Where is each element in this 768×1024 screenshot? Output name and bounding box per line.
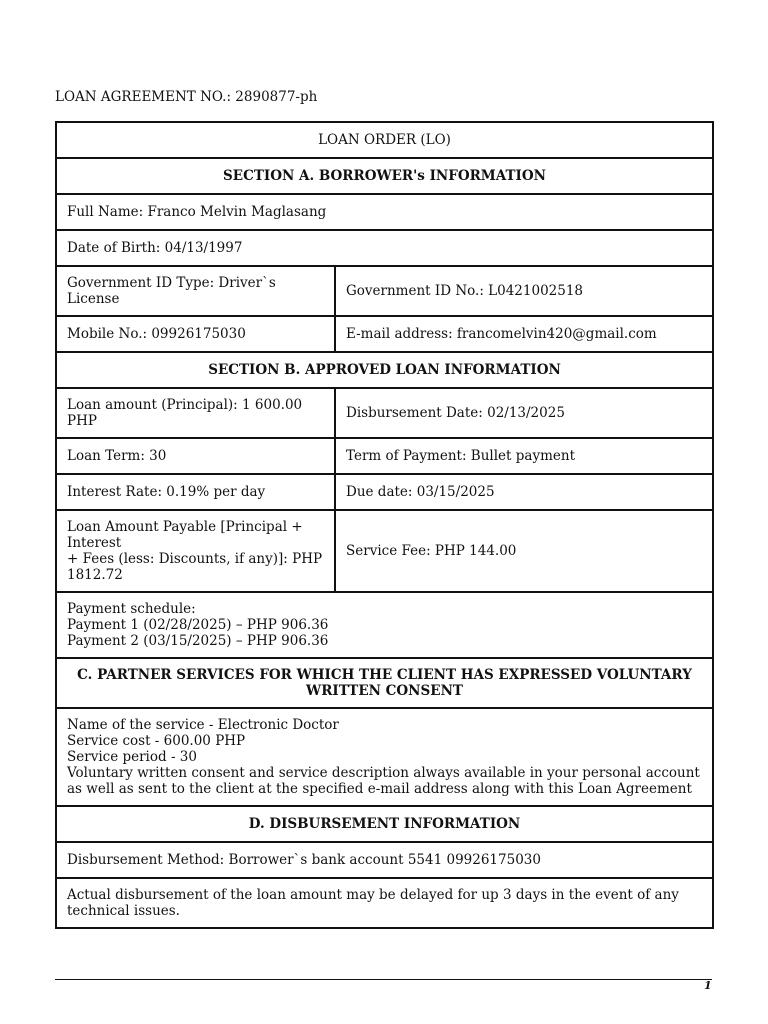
email-address: E-mail address: francomelvin420@gmail.com <box>335 316 713 352</box>
table-row <box>56 878 713 928</box>
loan-term: Loan Term: 30 <box>56 438 335 474</box>
agreement-number: LOAN AGREEMENT NO.: 2890877-ph <box>55 89 318 105</box>
payment-schedule: Payment schedule: Payment 1 (02/28/2025) – PHP 906.36 Payment 2 (03/15/2025) – PHP 906.36 <box>56 592 713 658</box>
loan-amount: Loan amount (Principal): 1 600.00 PHP <box>56 388 335 438</box>
service-fee: Service Fee: PHP 144.00 <box>335 510 713 592</box>
table-row <box>56 806 713 842</box>
term-of-payment: Term of Payment: Bullet payment <box>335 438 713 474</box>
full-name: Full Name: Franco Melvin Maglasang <box>56 194 713 230</box>
disbursement-date: Disbursement Date: 02/13/2025 <box>335 388 713 438</box>
table-row <box>56 122 713 158</box>
interest-rate: Interest Rate: 0.19% per day <box>56 474 335 510</box>
section-a-heading: SECTION A. BORROWER's INFORMATION <box>56 158 713 194</box>
table-row <box>56 842 713 878</box>
table-row <box>56 388 713 438</box>
due-date: Due date: 03/15/2025 <box>335 474 713 510</box>
table-row <box>56 658 713 708</box>
gov-id-number: Government ID No.: L0421002518 <box>335 266 713 316</box>
disbursement-delay-note: Actual disbursement of the loan amount may be delayed for up 3 days in the event of any technical issues. <box>56 878 713 928</box>
partner-service-details: Name of the service - Electronic Doctor Service cost - 600.00 PHP Service period - 30 Voluntary written consent and service description always available in your personal account as well as sent to the client at the specified e-mail address along with this Loan Agreement <box>56 708 713 806</box>
table-row <box>56 510 713 592</box>
section-b-heading: SECTION B. APPROVED LOAN INFORMATION <box>56 352 713 388</box>
table-row <box>56 230 713 266</box>
page-number: 1 <box>704 979 712 992</box>
table-row <box>56 708 713 806</box>
section-c-heading: C. PARTNER SERVICES FOR WHICH THE CLIENT HAS EXPRESSED VOLUNTARY WRITTEN CONSENT <box>56 658 713 708</box>
table-row <box>56 474 713 510</box>
loan-order-title: LOAN ORDER (LO) <box>56 122 713 158</box>
table-row <box>56 158 713 194</box>
table-row <box>56 194 713 230</box>
footer-divider <box>55 979 712 980</box>
date-of-birth: Date of Birth: 04/13/1997 <box>56 230 713 266</box>
loan-amount-payable: Loan Amount Payable [Principal + Interest + Fees (less: Discounts, if any)]: PHP 1812.72 <box>56 510 335 592</box>
mobile-number: Mobile No.: 09926175030 <box>56 316 335 352</box>
disbursement-method: Disbursement Method: Borrower`s bank account 5541 09926175030 <box>56 842 713 878</box>
table-row <box>56 316 713 352</box>
loan-order-table <box>55 121 714 929</box>
section-d-heading: D. DISBURSEMENT INFORMATION <box>56 806 713 842</box>
table-row <box>56 592 713 658</box>
table-row <box>56 266 713 316</box>
gov-id-type: Government ID Type: Driver`s License <box>56 266 335 316</box>
table-row <box>56 352 713 388</box>
table-row <box>56 438 713 474</box>
